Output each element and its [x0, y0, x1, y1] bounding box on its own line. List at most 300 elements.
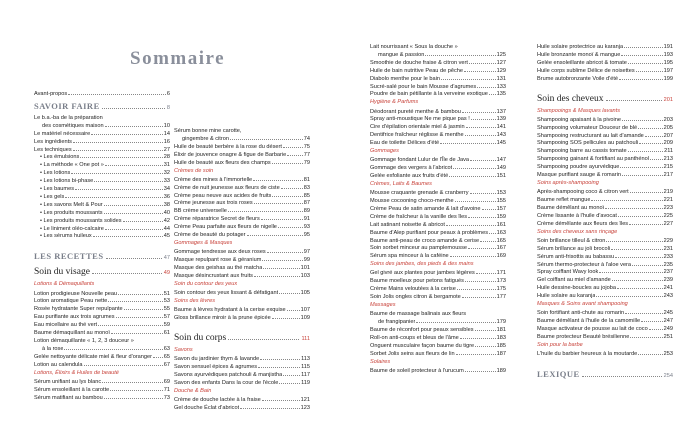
- page-number: 203: [663, 116, 673, 123]
- page-number: 47: [163, 255, 170, 262]
- page-number: 74: [303, 135, 310, 142]
- page-number: 205: [663, 124, 673, 131]
- entry-title: Soin Jolis ongles citron & bergamote: [370, 294, 461, 301]
- entry-title: Sérum anti-frisottis au babassu: [537, 253, 615, 260]
- toc-section[interactable]: [537, 368, 673, 380]
- dot-leader: [283, 375, 300, 376]
- entry-title: Crème Peau parfaite aux fleurs de nigelle: [174, 224, 277, 231]
- page-number: 93: [303, 224, 310, 231]
- dot-leader: [465, 371, 496, 372]
- entry-title: Sérum ensoleillant à la carotte: [34, 386, 110, 393]
- page-number: 157: [496, 205, 506, 212]
- dot-leader: [260, 359, 300, 360]
- page-number: 8: [166, 104, 170, 111]
- entry-title: Gel douche Éclat d'abricot: [174, 404, 240, 411]
- page-number: 51: [163, 290, 170, 297]
- dot-leader: [441, 79, 496, 80]
- page-number: 231: [663, 245, 673, 252]
- dot-leader: [470, 160, 496, 161]
- entry-title: Les techniques: [34, 146, 72, 153]
- page-number: 183: [496, 334, 506, 341]
- toc-subheading: [370, 98, 506, 107]
- entry-title: Lotion prodigieuse Nouvelle peau: [34, 290, 118, 297]
- dot-leader: [599, 272, 662, 273]
- page-number: 77: [303, 151, 310, 158]
- toc-subheading: [174, 167, 310, 176]
- page-number: 34: [163, 186, 170, 192]
- entry-title: Diabolo menthe pour le bain: [370, 75, 440, 82]
- toc-subheading: [370, 260, 506, 269]
- dot-leader: [639, 143, 663, 144]
- page-number: 63: [163, 345, 170, 352]
- dot-leader: [612, 280, 663, 281]
- dot-leader: [469, 63, 496, 64]
- dot-leader: [258, 367, 300, 368]
- entry-title: Masque repulpant rose & géranium: [174, 257, 262, 263]
- toc-entry[interactable]: [537, 75, 673, 84]
- dot-leader: [253, 180, 303, 181]
- dot-leader: [611, 249, 663, 250]
- toc-entry[interactable]: [34, 90, 170, 99]
- dot-leader: [106, 258, 162, 259]
- subheading-text: Lotions & Démaquillants: [34, 281, 95, 288]
- entry-title: Shampooing apaisant à la pivoine: [537, 116, 621, 123]
- dot-leader: [104, 398, 163, 399]
- dot-leader: [470, 193, 496, 194]
- page-number: 175: [496, 286, 506, 293]
- entry-title: Sérum brillance au joli brocoli: [537, 245, 611, 252]
- toc-subheading: [174, 297, 310, 306]
- dot-leader: [272, 163, 303, 164]
- page-number: 107: [300, 307, 310, 313]
- entry-title: Déodorant pureté menthe & bambou: [370, 108, 461, 115]
- entry-title: Après-shampooing coco & citron vert: [537, 189, 629, 196]
- dot-leader: [73, 142, 163, 143]
- toc-entry[interactable]: [370, 367, 506, 376]
- dot-leader: [65, 197, 162, 198]
- entry-title: mangue & passion: [378, 51, 425, 58]
- subheading-text: Massages: [370, 302, 396, 308]
- entry-title: Huile de beauté aux fleurs des champs: [174, 159, 271, 166]
- section-title: Soin du visage: [34, 267, 90, 278]
- page-number: 79: [303, 159, 310, 166]
- dot-leader: [641, 321, 663, 322]
- dot-leader: [462, 112, 496, 113]
- page-number: 199: [663, 75, 673, 82]
- entry-title: Crème peau neuve aux acides de fruits: [174, 192, 272, 199]
- toc-subheading: [174, 239, 310, 248]
- entry-title: • Les sérums huileux: [40, 232, 92, 241]
- subheading-text: Crèmes de soin: [174, 167, 214, 174]
- dot-leader: [91, 134, 162, 135]
- page-number: 119: [301, 379, 310, 386]
- entry-title: Baume de massage balinais aux fleurs: [370, 311, 467, 318]
- entry-title: Mousse craquante grenade & cranberry: [370, 190, 469, 197]
- page-number: 85: [303, 192, 310, 199]
- entry-title: Gelée ensoleillante abricot & tomate: [537, 59, 627, 66]
- dot-leader: [650, 159, 663, 160]
- page-number: 181: [496, 327, 506, 333]
- entry-title: Baume anti-peau de croco amande & cerise: [370, 237, 480, 244]
- toc-subheading: [537, 300, 673, 309]
- entry-title: • Les produits moussants: [40, 209, 103, 218]
- entry-title: Sérum thermo-protecteur à l'aloe vera: [537, 261, 632, 268]
- page-number: 209: [663, 140, 673, 147]
- toc-entry[interactable]: [537, 350, 673, 359]
- entry-title: • Les gels: [40, 193, 64, 202]
- section-title: LES RECETTES: [34, 251, 104, 262]
- page-number: 71: [163, 386, 170, 393]
- page-number: 155: [496, 198, 506, 204]
- entry-title: Sérum spa minceur à la caféine: [370, 253, 449, 260]
- entry-title: Gloss brillance miroir à la prune épicée: [174, 314, 271, 321]
- dot-leader: [605, 208, 662, 209]
- entry-title: Shampooing restructurant au lait d'amande: [537, 132, 644, 139]
- dot-leader: [453, 168, 495, 169]
- dot-leader: [94, 181, 162, 182]
- page-number: 249: [663, 326, 673, 332]
- dot-leader: [489, 94, 496, 95]
- page-number: 229: [663, 237, 673, 244]
- entry-title: Smoothie de douche fraise & citron vert: [370, 59, 468, 66]
- page-number: 117: [301, 371, 310, 378]
- page-number: 237: [663, 269, 673, 276]
- subheading-text: Masques & Soins avant shampooing: [537, 301, 628, 307]
- dot-leader: [105, 165, 163, 166]
- entry-title: • La méthode « One pot »: [40, 161, 104, 170]
- entry-title: Soin brillance tilleul & citron: [537, 237, 606, 244]
- page-number: 81: [303, 176, 310, 183]
- dot-leader: [262, 400, 300, 401]
- page-number: 69: [163, 378, 170, 385]
- dot-leader: [261, 219, 303, 220]
- dot-leader: [446, 225, 496, 226]
- entry-title: Rosée hydratante Super repulpante: [34, 306, 123, 313]
- toc-subheading: [174, 387, 310, 396]
- entry-title: Baume moelleux pour petons fatigués: [370, 278, 464, 285]
- toc-subheading: [174, 280, 310, 289]
- dot-leader: [596, 296, 662, 297]
- toc-section[interactable]: [34, 266, 170, 278]
- entry-title: Huile de beauté berbère à la rose du désert: [174, 143, 282, 150]
- page-number: 103: [300, 272, 310, 279]
- page-number: 219: [663, 189, 673, 196]
- entry-title: Crème Mains veloutées à la cerise: [370, 286, 456, 293]
- section-title: Soin du corps: [174, 332, 227, 343]
- entry-title: Lotion aromatique Peau nette: [34, 298, 108, 305]
- dot-leader: [287, 310, 300, 311]
- dot-leader: [104, 213, 163, 214]
- dot-leader: [102, 382, 163, 383]
- page-number: 127: [496, 59, 506, 66]
- page-number: 197: [663, 67, 673, 74]
- entry-title: Eau de toilette Délices d'été: [370, 140, 440, 147]
- page-number: 27: [163, 146, 170, 153]
- dot-leader: [104, 205, 163, 206]
- entry-title: Masque activateur de pousse au lait de coco: [537, 326, 648, 332]
- entry-title: Sérum bonne mine carotte,: [174, 128, 242, 134]
- dot-leader: [591, 200, 662, 201]
- page-number: 179: [496, 319, 506, 326]
- entry-title: Lait satinant noisette & abricot: [370, 221, 445, 228]
- entry-title: Savons ayurvédiques patchouli & manjistha: [174, 371, 283, 378]
- page-number: 133: [496, 83, 506, 90]
- entry-title: Onguent musculaire façon baume du tigre: [370, 342, 475, 349]
- dot-leader: [283, 147, 303, 148]
- dot-leader: [93, 236, 163, 237]
- page-number: 137: [496, 108, 506, 115]
- toc-subheading: [537, 228, 673, 237]
- toc-section[interactable]: [34, 100, 170, 112]
- dot-leader: [279, 293, 299, 294]
- toc-subheading: [370, 180, 506, 189]
- entry-title: Masque désincrustant aux fruits: [174, 272, 253, 279]
- entry-title: à la rose: [42, 345, 64, 352]
- dot-leader: [638, 354, 662, 355]
- dot-leader: [630, 337, 662, 338]
- page-number: 221: [663, 197, 673, 203]
- dot-leader: [618, 216, 663, 217]
- toc-section[interactable]: [174, 332, 310, 344]
- dot-leader: [450, 256, 496, 257]
- subheading-text: Gommages: [370, 148, 399, 154]
- dot-leader: [466, 127, 496, 128]
- dot-leader: [465, 135, 496, 136]
- page-number: 245: [663, 310, 673, 317]
- dot-leader: [68, 94, 166, 95]
- dot-leader: [482, 209, 496, 210]
- page-number: 215: [663, 164, 673, 171]
- page-number: 14: [163, 130, 170, 137]
- entry-title: Crème de douche lactée à la fraise: [174, 396, 261, 403]
- page-number: 31: [163, 162, 170, 169]
- subheading-text: Soins après-shampooing: [537, 179, 599, 186]
- dot-leader: [287, 155, 303, 156]
- dot-leader: [465, 281, 496, 282]
- dot-leader: [629, 224, 663, 225]
- page-number: 171: [496, 270, 506, 277]
- entry-title: Masque des geishas au thé matcha: [174, 264, 263, 271]
- dot-leader: [606, 241, 662, 242]
- toc-subheading: [370, 147, 506, 156]
- dot-leader: [468, 217, 496, 218]
- toc-entry[interactable]: [40, 232, 170, 241]
- dot-leader: [440, 143, 495, 144]
- page-number: 241: [663, 285, 673, 292]
- entry-title: Crème jeunesse aux trois roses: [174, 200, 253, 207]
- entry-title: Poudre de bain pétillante à la verveine exotique: [370, 91, 488, 98]
- page-number: 217: [663, 172, 673, 178]
- page-number: 89: [303, 208, 310, 215]
- entry-title: Le b.a.-ba de la préparation: [34, 114, 103, 121]
- page-number: 185: [496, 342, 506, 349]
- page-number: 87: [303, 200, 310, 207]
- page-number: 149: [496, 165, 506, 172]
- dot-leader: [628, 151, 664, 152]
- dot-leader: [619, 79, 663, 80]
- dot-leader: [75, 189, 163, 190]
- entry-title: Shampooing poudre ayurvédique: [537, 164, 620, 171]
- dot-leader: [263, 268, 299, 269]
- page-number: 187: [496, 350, 506, 357]
- page-number: 99: [303, 257, 310, 263]
- page-number: 173: [496, 278, 506, 285]
- dot-leader: [582, 376, 662, 377]
- page-number: 32: [163, 170, 170, 177]
- entry-title: Baume de réconfort pour peaux sensibles: [370, 327, 474, 333]
- entry-title: Baume d'Alep purifiant pour peaux à problèmes: [370, 229, 488, 236]
- dot-leader: [615, 257, 663, 258]
- page-number: 191: [663, 44, 673, 50]
- entry-title: • Le liniment oléo-calcaire: [40, 225, 104, 234]
- dot-leader: [455, 201, 496, 202]
- subheading-text: Savons: [174, 346, 193, 353]
- page-number: 38: [163, 201, 170, 208]
- dot-leader: [123, 221, 163, 222]
- entry-title: de frangipanier: [378, 319, 416, 326]
- toc-entry[interactable]: [174, 314, 310, 323]
- dot-leader: [262, 260, 302, 261]
- entry-title: • Les lotions: [40, 169, 70, 178]
- dot-leader: [71, 173, 163, 174]
- page-number: 211: [664, 148, 673, 155]
- page-number: 235: [663, 261, 673, 268]
- page-number: 73: [163, 394, 170, 401]
- entry-title: Gommage tendresse aux deux roses: [174, 249, 266, 256]
- toc-subheading: [537, 179, 673, 188]
- dot-leader: [464, 71, 496, 72]
- entry-title: Savon des enfants Dans la cour de l'école: [174, 379, 279, 386]
- dot-leader: [620, 167, 662, 168]
- page-number: 131: [496, 75, 506, 82]
- dot-leader: [111, 333, 163, 334]
- dot-leader: [124, 309, 163, 310]
- entry-title: Gommage des vergers à l'abricot: [370, 165, 453, 172]
- entry-title: Gel givré aux plantes pour jambes légères: [370, 270, 475, 277]
- page-number: 61: [163, 330, 170, 336]
- page-number: 213: [663, 156, 673, 163]
- page-number: 28: [163, 154, 170, 161]
- page-number: 59: [163, 322, 170, 329]
- page-number: 169: [496, 253, 506, 260]
- entry-title: Shampooing SOS pellicules au patchouli: [537, 140, 639, 147]
- entry-title: Sucré-salé pour le bain Mousse d'agrumes: [370, 83, 477, 90]
- page-number: 223: [663, 204, 673, 211]
- entry-title: Baume reflet mangue: [537, 197, 591, 203]
- dot-leader: [272, 196, 302, 197]
- page-number: 6: [166, 91, 170, 97]
- page-number: 161: [496, 221, 506, 228]
- entry-title: Dentifrice fraîcheur réglisse & menthe: [370, 132, 464, 139]
- entry-title: Eau purifiante aux trois agrumes: [34, 314, 115, 321]
- entry-title: Soin contour des yeux lissant & défatigant: [174, 289, 279, 296]
- dot-leader: [468, 248, 496, 249]
- toc-section[interactable]: [537, 93, 673, 105]
- toc-entry[interactable]: [34, 394, 170, 403]
- page-number: 195: [663, 59, 673, 66]
- dot-leader: [247, 235, 303, 236]
- dot-leader: [267, 252, 303, 253]
- page-number: 42: [163, 217, 170, 224]
- dot-leader: [625, 313, 663, 314]
- dot-leader: [475, 346, 495, 347]
- entry-title: Gel coiffant au miel d'amande: [537, 277, 611, 284]
- entry-title: Huile de bain nutritive Peau de pêche: [370, 67, 463, 74]
- section-title: LEXIQUE: [537, 368, 580, 379]
- subheading-text: Soins des cheveux sans rinçage: [537, 228, 618, 235]
- subheading-text: Soin du contour des yeux: [174, 280, 238, 287]
- page-number: 189: [496, 367, 506, 374]
- entry-title: des cosmétiques maison: [42, 122, 104, 129]
- page-number: 253: [663, 351, 673, 357]
- entry-title: Sérum matifiant au bambou: [34, 394, 103, 401]
- entry-title: Baume de soleil protecteur à l'urucum: [370, 367, 464, 374]
- entry-title: Soin fortifiant anti-chute au romarin: [537, 310, 625, 317]
- page-number: 53: [163, 298, 170, 305]
- dot-leader: [622, 120, 663, 121]
- entry-title: Les ingrédients: [34, 138, 72, 145]
- dot-leader: [92, 273, 162, 274]
- dot-leader: [110, 390, 163, 391]
- entry-title: Savon du jardinier thym & lavande: [174, 356, 260, 362]
- entry-title: Baume à lèvres hydratant à la cerise exquise: [174, 307, 286, 313]
- toc-subheading: [370, 358, 506, 367]
- entry-title: • Les lotions bi-phase: [40, 177, 93, 186]
- dot-leader: [624, 47, 663, 48]
- page-number: 125: [496, 51, 506, 58]
- toc-entry[interactable]: [174, 404, 310, 413]
- dot-leader: [105, 229, 163, 230]
- toc-subheading: [174, 346, 310, 355]
- dot-leader: [240, 408, 300, 409]
- page-number: 141: [496, 124, 506, 131]
- section-title: SAVOIR FAIRE: [34, 100, 100, 111]
- dot-leader: [105, 126, 163, 127]
- entry-title: Huile corps sublime Délice de noisettes: [537, 67, 635, 74]
- page-number: 10: [163, 122, 170, 129]
- dot-leader: [281, 188, 303, 189]
- page-number: 105: [300, 289, 310, 296]
- entry-title: Huile bronzante monoï & mangue: [537, 51, 621, 58]
- dot-leader: [425, 55, 495, 56]
- page-number: 115: [301, 363, 310, 370]
- page-number: 207: [663, 132, 673, 139]
- toc-subheading: [537, 107, 673, 116]
- entry-title: Crème de nuit jeunesse aux fleurs de ciste: [174, 184, 280, 191]
- subheading-text: Soin pour la barbe: [537, 341, 583, 348]
- dot-leader: [617, 288, 663, 289]
- dot-leader: [636, 71, 663, 72]
- page-number: 254: [663, 372, 673, 379]
- entry-title: Lotion au calendula: [34, 361, 83, 368]
- dot-leader: [230, 139, 303, 140]
- toc-section[interactable]: [34, 250, 170, 262]
- dot-leader: [475, 330, 496, 331]
- entry-title: Avant-propos: [34, 91, 68, 97]
- dot-leader: [621, 55, 662, 56]
- dot-leader: [118, 294, 163, 295]
- entry-title: Shampooing gainant & fortifiant au panthénol: [537, 156, 649, 163]
- dot-leader: [476, 273, 496, 274]
- subheading-text: Crèmes, Laits & Baumes: [370, 180, 432, 187]
- page-number: 33: [163, 178, 170, 185]
- subheading-text: Soins des lèvres: [174, 297, 216, 304]
- entry-title: Savon sensuel épices & agrumes: [174, 363, 258, 370]
- entry-title: Masque purifiant sauge & romarin: [537, 172, 621, 178]
- dot-leader: [489, 233, 496, 234]
- dot-leader: [457, 289, 496, 290]
- entry-title: Gelée exfoliante aux fruits d'été: [370, 173, 449, 179]
